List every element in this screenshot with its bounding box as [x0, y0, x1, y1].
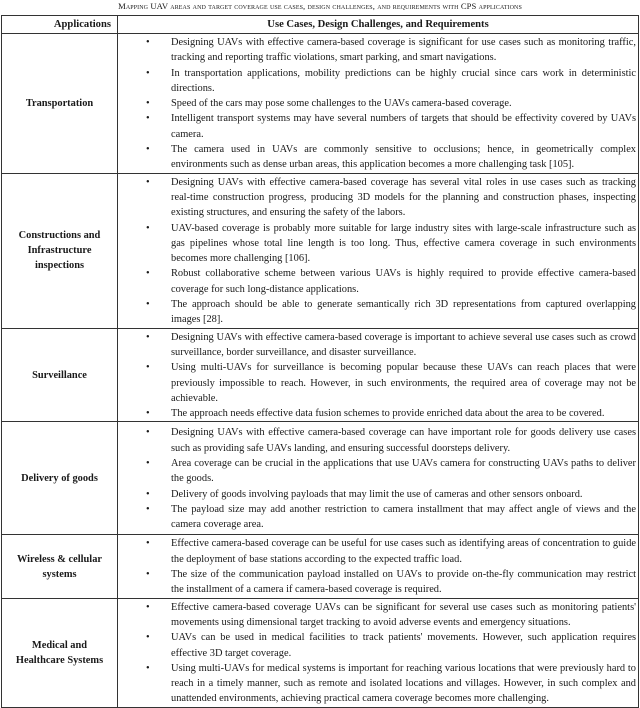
application-name: Medical and Healthcare Systems: [2, 598, 118, 707]
use-cases-cell: [118, 422, 639, 535]
list-item-text: Effective camera-based coverage can be useful for use cases such as identifying areas of concentration to guide the deployment of base stations according to the expected traffic load.: [171, 538, 636, 565]
use-cases-cell: [118, 34, 639, 174]
list-item: [118, 425, 636, 456]
table-row: [2, 34, 639, 174]
bullet-icon: •: [146, 488, 150, 500]
list-item: [118, 221, 636, 267]
bullet-list: [118, 425, 636, 532]
application-name: Transportation: [2, 34, 118, 174]
list-item-text: Using multi-UAVs for medical systems is important for reaching various locations that were previously hard to reach in a timely manner, such as remote and isolated locations and villages. However, in such complex and unattended environments, achieving practical camera coverage becomes more challenging.: [171, 662, 636, 705]
list-item: [118, 567, 636, 598]
bullet-icon: •: [146, 222, 150, 234]
applications-table: [1, 15, 639, 708]
bullet-icon: •: [146, 408, 150, 420]
bullet-icon: •: [146, 362, 150, 374]
list-item: [118, 630, 636, 661]
list-item-text: The approach needs effective data fusion schemes to provide enriched data about the area to be covered.: [171, 408, 605, 420]
header-applications: Applications: [2, 16, 118, 34]
list-item-text: The camera used in UAVs are commonly sensitive to occlusions; hence, in geometrically complex environments such as dense urban areas, this application becomes a more challenging task [105].: [171, 144, 636, 171]
table-row: [2, 328, 639, 422]
list-item: [118, 487, 636, 502]
bullet-list: [118, 536, 636, 597]
bullet-list: [118, 330, 636, 422]
list-item-text: The approach should be able to generate semantically rich 3D representations from captured overlapping images [28].: [171, 299, 636, 326]
application-name: Wireless & cellular systems: [2, 535, 118, 598]
bullet-icon: •: [146, 427, 150, 439]
list-item-text: The size of the communication payload installed on UAVs to provide on-the-fly communication may restrict the installment of a camera if camera-based coverage is required.: [171, 569, 636, 596]
list-item-text: Robust collaborative scheme between various UAVs is highly required to provide effective camera-based coverage for such long-distance applications.: [171, 268, 636, 295]
table-caption: Mapping UAV areas and target coverage use cases, design challenges, and requirements with CPS applications: [118, 1, 522, 11]
list-item-text: The payload size may add another restriction to camera installment that may affect angle of views and the camera coverage area.: [171, 503, 636, 531]
use-cases-cell: [118, 173, 639, 328]
list-item: [118, 536, 636, 567]
bullet-icon: •: [146, 457, 150, 469]
application-name: Surveillance: [2, 328, 118, 422]
list-item-text: Designing UAVs with effective camera-based coverage can have important role for goods delivery use cases such as providing safe UAVs landing, and ensuring successful doorsteps delivery.: [171, 427, 636, 454]
table-row: [2, 173, 639, 328]
list-item: [118, 142, 636, 173]
list-item-text: Designing UAVs with effective camera-based coverage has several vital roles in use cases such as tracking real-time construction progress, producing 3D models for the planning and construction phases, inspecting existing structures, and ensuring the safety of the labors.: [171, 176, 636, 219]
table-row: [2, 422, 639, 535]
list-item: [118, 66, 636, 97]
list-item-text: Using multi-UAVs for surveillance is becoming popular because these UAVs can reach places that were previously impossible to reach. However, in such environments, the required area of coverage may not be achievable.: [171, 362, 636, 404]
bullet-icon: •: [146, 98, 150, 110]
bullet-icon: •: [146, 144, 150, 156]
bullet-icon: •: [146, 538, 150, 550]
bullet-icon: •: [146, 331, 150, 343]
bullet-icon: •: [146, 662, 150, 674]
list-item: [118, 406, 636, 421]
list-item-text: Designing UAVs with effective camera-based coverage is important to achieve several use cases such as crowd surveillance, border surveillance, and disaster surveillance.: [171, 331, 636, 358]
table-header-row: [2, 16, 639, 34]
list-item-text: Area coverage can be crucial in the applications that use UAVs camera for constructing UAVs paths to deliver the goods.: [171, 457, 636, 485]
application-name: Constructions and Infrastructure inspections: [2, 173, 118, 328]
list-item-text: Intelligent transport systems may have several numbers of targets that should be effectivity covered by UAVs camera.: [171, 113, 636, 140]
list-item: [118, 360, 636, 406]
bullet-icon: •: [146, 601, 150, 613]
list-item: [118, 175, 636, 221]
list-item: [118, 330, 636, 361]
table-row: [2, 535, 639, 598]
bullet-icon: •: [146, 569, 150, 581]
list-item-text: UAV-based coverage is probably more suitable for large industry sites with large-scale infrastructure such as gas pipelines whose total line length is too long. Thus, effective camera coverage in such environments becomes more challenging [106].: [171, 222, 636, 265]
table-row: [2, 598, 639, 707]
list-item-text: Designing UAVs with effective camera-based coverage is significant for use cases such as monitoring traffic, tracking and reporting traffic violations, smart parking, and smart navigations.: [171, 37, 636, 64]
bullet-icon: •: [146, 176, 150, 188]
use-cases-cell: [118, 598, 639, 707]
list-item: [118, 600, 636, 631]
list-item-text: Delivery of goods involving payloads that may limit the use of cameras and other sensors onboard.: [171, 488, 583, 500]
list-item: [118, 502, 636, 533]
bullet-list: [118, 35, 636, 173]
bullet-list: [118, 175, 636, 328]
list-item: [118, 111, 636, 142]
bullet-icon: •: [146, 37, 150, 48]
list-item: [118, 96, 636, 111]
list-item-text: Effective camera-based coverage UAVs can be significant for several use cases such as monitoring patients' movements using dimensional target tracking to avoid adverse events and emergency situations.: [171, 601, 636, 628]
bullet-icon: •: [146, 299, 150, 311]
list-item: [118, 35, 636, 66]
use-cases-cell: [118, 328, 639, 422]
list-item-text: Speed of the cars may pose some challenges to the UAVs camera-based coverage.: [171, 98, 512, 110]
bullet-icon: •: [146, 268, 150, 280]
bullet-icon: •: [146, 632, 150, 644]
list-item: [118, 661, 636, 707]
use-cases-cell: [118, 535, 639, 598]
list-item-text: UAVs can be used in medical facilities to track patients' movements. However, such application requires effective 3D target coverage.: [171, 632, 636, 659]
application-name: Delivery of goods: [2, 422, 118, 535]
bullet-icon: •: [146, 503, 150, 515]
bullet-icon: •: [146, 67, 150, 79]
list-item-text: In transportation applications, mobility predictions can be highly crucial since cars work in deterministic directions.: [171, 67, 636, 94]
list-item: [118, 297, 636, 328]
list-item: [118, 456, 636, 487]
bullet-icon: •: [146, 113, 150, 125]
header-use-cases: Use Cases, Design Challenges, and Requirements: [118, 16, 639, 34]
list-item: [118, 266, 636, 297]
bullet-list: [118, 600, 636, 707]
